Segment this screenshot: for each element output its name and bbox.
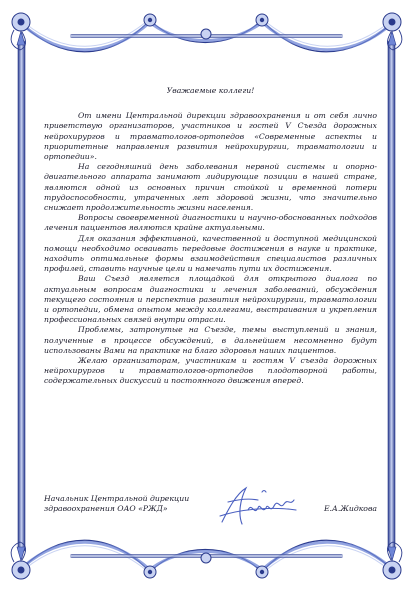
paragraph: Ваш Съезд является площадкой для открытого диалога по актуальным вопросам диагностики и лечения заболеваний, обсуждения текущего состояния и перспектив развития нейрохирургии, травматологии и ортопедии, обмена опытом между коллегами, выстраивания и укрепления профессиональных связей внутри отрасли. [44, 274, 377, 325]
paragraph: Вопросы своевременной диагностики и научно-обоснованных подходов лечения пациентов являются крайне актуальными. [44, 213, 377, 233]
handwritten-signature [218, 480, 298, 530]
greeting: Уважаемые коллеги! [166, 86, 255, 95]
signoff-name: Е.А.Жидкова [323, 504, 377, 513]
paragraph: Для оказания эффективной, качественной и доступной медицинской помощи необходимо осваивать передовые достижения в науке и практике, находить оптимальные формы взаимодействия специалистов различных профилей, ставить научные цели и намечать пути их достижения. [44, 233, 377, 274]
signoff-title: Начальник Центральной дирекции здравоохранения ОАО «РЖД» [44, 494, 190, 514]
signoff-block [44, 494, 377, 524]
paragraph: От имени Центральной дирекции здравоохранения и от себя лично приветствую организаторов, участников и гостей V Съезда дорожных нейрохирургов и травматологов-ортопедов «Современные аспекты и приоритетные направления развития нейрохирургии, травматологии и ортопедии». [44, 111, 377, 162]
paragraph: Проблемы, затронутые на Съезде, темы выступлений и знания, полученные в процессе обсуждений, в дальнейшем несомненно будут использованы Вами на практике на благо здоровья наших пациентов. [44, 325, 377, 355]
paragraph: Желаю организаторам, участникам и гостям V съезда дорожных нейрохирургов и травматологов-ортопедов плодотворной работы, содержательных дискуссий и постоянного движения вперед. [44, 356, 377, 386]
letter-body [44, 86, 377, 387]
paragraph: На сегодняшний день заболевания нервной системы и опорно-двигательного аппарата занимают лидирующие позиции в нашей стране, являются одной из основных причин стойкой и временной потери трудоспособности, утраченных лет здоровой жизни, что значительно снижает продолжительность жизни населения. [44, 162, 377, 213]
